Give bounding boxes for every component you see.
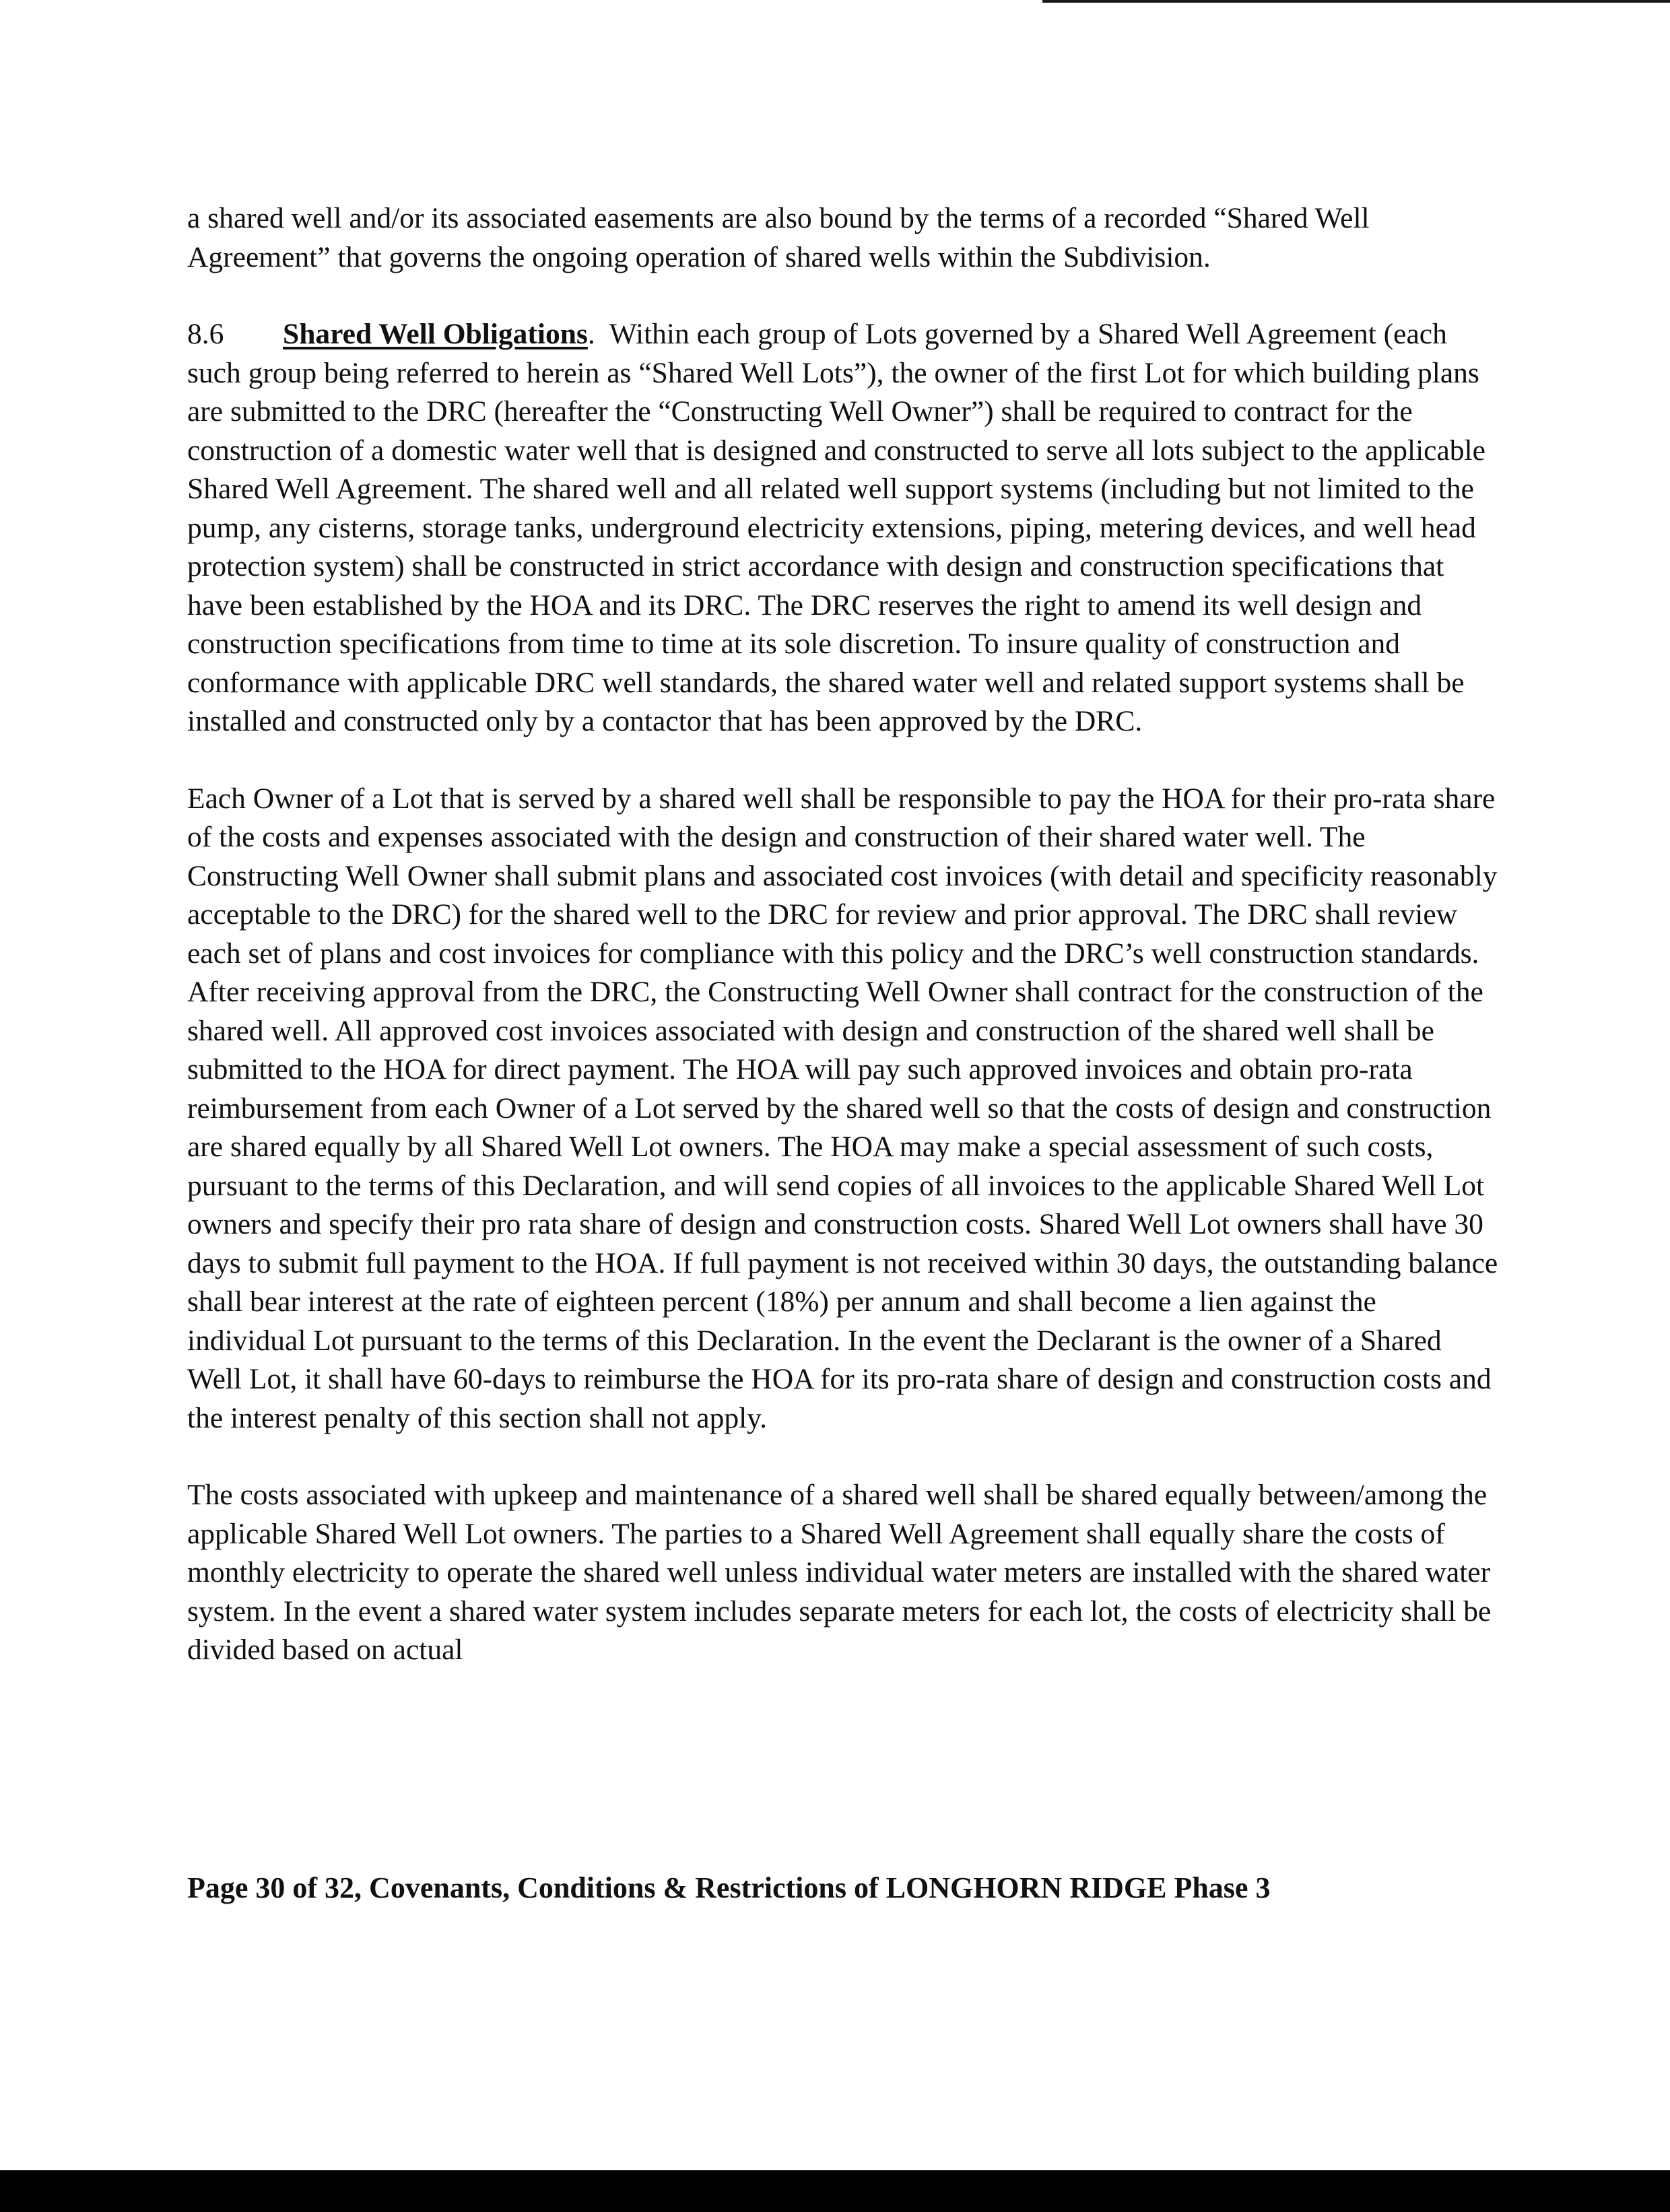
section-number: 8.6 xyxy=(187,318,224,350)
section-heading: Shared Well Obligations xyxy=(283,318,588,350)
paragraph-cost-sharing: Each Owner of a Lot that is served by a shared well shall be responsible to pay the HOA for their pro-rata share of the costs and expenses associated with the design and construction of their shared water well. The Constructing Well Owner shall submit plans and associated cost invoices (with detail and specificity reasonably acceptable to the DRC) for the shared well to the DRC for review and prior approval. The DRC shall review each set of plans and cost invoices for compliance with this policy and the DRC’s well construction standards. After receiving approval from the DRC, the Constructing Well Owner shall contract for the construction of the shared well. All approved cost invoices associated with design and construction of the shared well shall be submitted to the HOA for direct payment. The HOA will pay such approved invoices and obtain pro-rata reimbursement from each Owner of a Lot served by the shared well so that the costs of design and construction are shared equally by all Shared Well Lot owners. The HOA may make a special assessment of such costs, pursuant to the terms of this Declaration, and will send copies of all invoices to the applicable Shared Well Lot owners and specify their pro rata share of design and construction costs. Shared Well Lot owners shall have 30 days to submit full payment to the HOA. If full payment is not received within 30 days, the outstanding balance shall bear interest at the rate of eighteen percent (18%) per annum and shall become a lien against the individual Lot pursuant to the terms of this Declaration. In the event the Declarant is the owner of a Shared Well Lot, it shall have 60-days to reimburse the HOA for its pro-rata share of design and construction costs and the interest penalty of this section shall not apply. xyxy=(187,782,1498,1434)
section-body: Within each group of Lots governed by a Shared Well Agreement (each such group being referred to herein as “Shared Well Lots”), the owner of the first Lot for which building plans are submitted to the DRC (hereafter the “Constructing Well Owner”) shall be required to contract for the construction of a domestic water well that is designed and constructed to serve all lots subject to the applicable Shared Well Agreement. The shared well and all related well support systems (including but not limited to the pump, any cisterns, storage tanks, underground electricity extensions, piping, metering devices, and well head protection system) shall be constructed in strict accordance with design and construction specifications that have been established by the HOA and its DRC. The DRC reserves the right to amend its well design and construction specifications from time to time at its sole discretion. To insure quality of construction and conformance with applicable DRC well standards, the shared water well and related support systems shall be installed and constructed only by a contactor that has been approved by the DRC. xyxy=(187,318,1485,737)
page-body xyxy=(187,199,1500,1708)
page-footer: Page 30 of 32, Covenants, Conditions & Restrictions of LONGHORN RIDGE Phase 3 xyxy=(187,1871,1271,1904)
scan-edge-bottom xyxy=(0,2170,1670,2212)
scan-edge-top xyxy=(1042,0,1670,3)
section-8-6 xyxy=(187,315,1500,741)
section-heading-punctuation: . xyxy=(587,318,595,350)
paragraph-maintenance-costs: The costs associated with upkeep and maintenance of a shared well shall be shared equally between/among the applicable Shared Well Lot owners. The parties to a Shared Well Agreement shall equally share the costs of monthly electricity to operate the shared well unless individual water meters are installed with the shared water system. In the event a shared water system includes separate meters for each lot, the costs of electricity shall be divided based on actual xyxy=(187,1479,1492,1666)
paragraph-shared-well-agreement: a shared well and/or its associated easements are also bound by the terms of a recorded “Shared Well Agreement” that governs the ongoing operation of shared wells within the Subdivision. xyxy=(187,202,1370,273)
